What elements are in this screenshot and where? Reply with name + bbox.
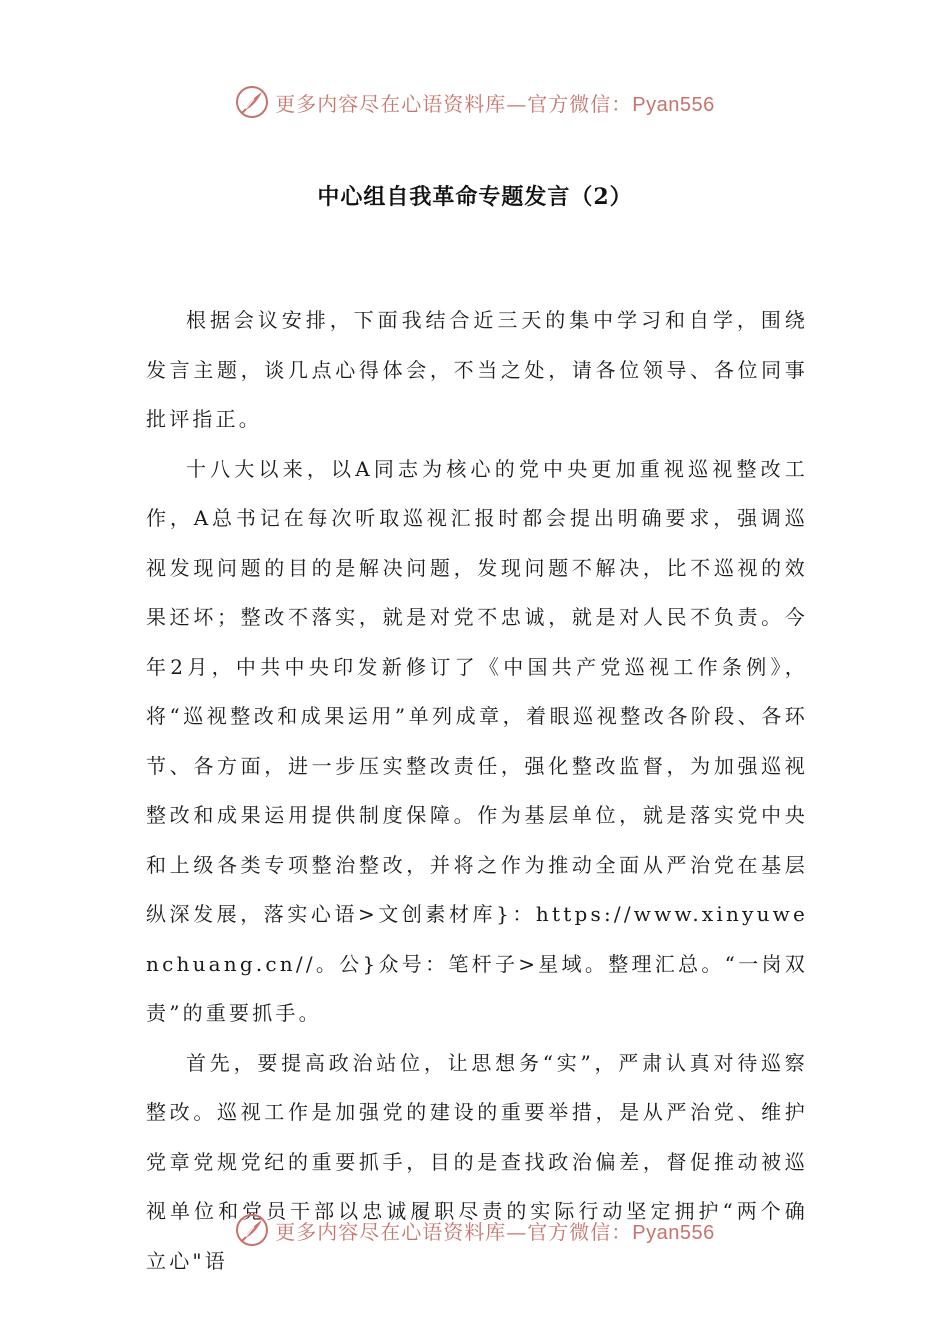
watermark-footer xyxy=(0,1210,950,1250)
watermark-wechat-id: Pyan556 xyxy=(632,93,715,116)
watermark-header xyxy=(0,82,950,122)
document-title: 中心组自我革命专题发言（2） xyxy=(317,184,633,210)
watermark-wechat-id: Pyan556 xyxy=(632,1221,715,1244)
quill-logo-icon xyxy=(235,85,269,119)
watermark-text: 更多内容尽在心语资料库—官方微信：Pyan556 xyxy=(275,91,715,116)
paragraph: 根据会议安排，下面我结合近三天的集中学习和自学，围绕发言主题，谈几点心得体会，不当之处，请各位领导、各位同事批评指正。 xyxy=(146,308,808,431)
watermark-text: 更多内容尽在心语资料库—官方微信：Pyan556 xyxy=(275,1219,715,1244)
paragraph: 首先，要提高政治站位，让思想务“实”，严肃认真对待巡察整改。巡视工作是加强党的建设的重要举措，是从严治党、维护党章党规党纪的重要抓手，目的是查找政治偏差，督促推动被巡视单位和党员干部以忠诚履职尽责的实际行动坚定拥护“两个确立心"语 xyxy=(146,1050,808,1273)
quill-logo-icon xyxy=(235,1213,269,1247)
paragraph: 十八大以来，以A同志为核心的党中央更加重视巡视整改工作，A总书记在每次听取巡视汇报时都会提出明确要求，强调巡视发现问题的目的是解决问题，发现问题不解决，比不巡视的效果还坏；整改不落实，就是对党不忠诚，就是对人民不负责。今年2月，中共中央印发新修订了《中国共产党巡视工作条例》，将“巡视整改和成果运用”单列成章，着眼巡视整改各阶段、各环节、各方面，进一步压实整改责任，强化整改监督，为加强巡视整改和成果运用提供制度保障。作为基层单位，就是落实党中央和上级各类专项整治整改，并将之作为推动全面从严治党在基层纵深发展，落实心语>文创素材库}：https://www.xinyuwenchuang.cn//。公}众号：笔杆子>星域。整理汇总。“一岗双责”的重要抓手。 xyxy=(146,456,808,1025)
document-body xyxy=(146,296,808,1286)
